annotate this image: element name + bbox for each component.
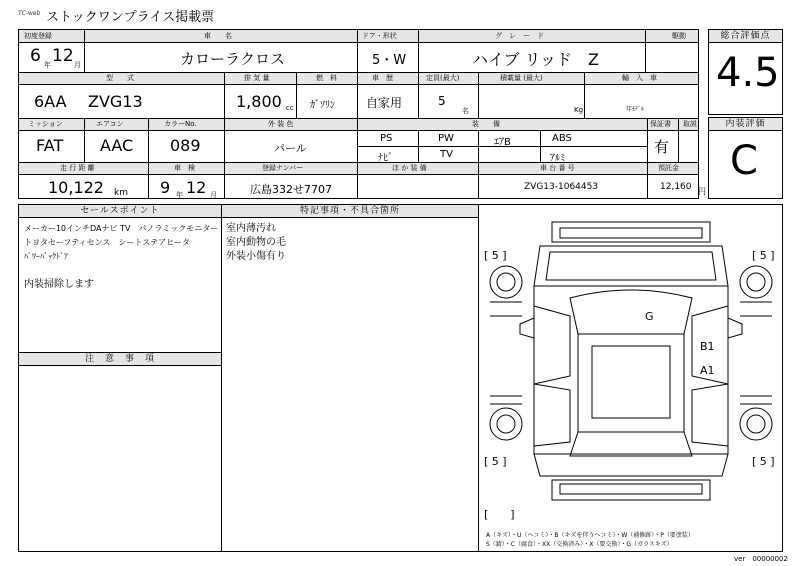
label-import: 輸 入 車 xyxy=(622,74,657,82)
sales-point: 内装掃除します xyxy=(24,279,94,290)
door-shape: 5・W xyxy=(372,53,407,68)
label-warranty: 保証書 xyxy=(650,120,671,128)
mileage: 10,122 xyxy=(48,178,104,197)
first-reg-year: 6 xyxy=(30,46,41,66)
header-row-1 xyxy=(19,30,698,42)
model: ZVG13 xyxy=(88,92,143,111)
legend-line-1: A（キズ）・U（ヘコミ）・B（キズを伴うヘコミ）・W（補修跡）・P（要塗装） xyxy=(486,532,694,539)
note-item: 室内薄汚れ xyxy=(226,223,276,234)
label-color-no: カラーNo. xyxy=(164,120,197,128)
label-aircon: エアコン xyxy=(96,120,124,128)
cautions-header: 注 意 事 項 xyxy=(19,353,221,365)
chassis: ZVG13-1064453 xyxy=(524,182,599,192)
unit-month: 月 xyxy=(74,61,81,69)
sales-point: トヨタセーフティセンス シートステアヒータ xyxy=(24,238,190,247)
label-exterior-color: 外 装 色 xyxy=(268,120,294,128)
label-capacity: 定員(最大) xyxy=(426,74,460,82)
sales-point: メーカー10インチDAナビ TV パノラミックモニター xyxy=(24,224,219,233)
damage-mark-g: G xyxy=(645,310,654,323)
tire-rear-right: [ 5 ] xyxy=(752,455,775,468)
equip-alloy: ｱﾙﾐ xyxy=(550,153,565,164)
label-mission: ミッション xyxy=(28,120,63,128)
plate: 広島332せ7707 xyxy=(250,183,332,196)
unit-year: 年 xyxy=(44,61,51,69)
car-name: カローラクロス xyxy=(180,50,286,68)
deposit: 12,160 xyxy=(660,182,692,192)
warranty-value: 有 xyxy=(654,138,670,156)
document-title: ストックワンプライス掲載票 xyxy=(46,10,215,25)
unit-model-year: 年ﾓﾃﾞﾙ xyxy=(626,106,645,113)
label-load: 積載量 (最大) xyxy=(500,74,543,82)
inspection-month: 12 xyxy=(186,178,207,197)
label-deposit: 預託金 xyxy=(658,164,679,172)
label-door-shape: ドア・形状 xyxy=(362,32,397,40)
logo: TC-web xyxy=(18,10,41,17)
label-history: 車 歴 xyxy=(372,74,393,82)
overall-score: 4.5 xyxy=(716,50,780,96)
unit-month-2: 月 xyxy=(210,191,217,199)
label-equipment: 装 備 xyxy=(472,120,500,128)
unit-kg: Kg xyxy=(574,106,584,114)
header-row-4 xyxy=(19,162,698,174)
sales-point xyxy=(24,264,218,278)
sales-points-header: セールスポイント xyxy=(19,205,221,217)
displacement: 1,800 xyxy=(236,92,282,111)
equip-abs: ABS xyxy=(552,133,572,144)
notes-header: 特記事項・不具合箇所 xyxy=(222,205,478,217)
color-no: 089 xyxy=(170,136,201,155)
car-diagram xyxy=(480,206,782,526)
sales-point: ﾊﾟﾜｰﾊﾞｯｸﾄﾞｱ xyxy=(24,252,68,261)
equip-airbag: ｴｱB xyxy=(494,137,511,148)
label-manual: 取説 xyxy=(683,120,697,128)
label-mileage: 走 行 距 離 xyxy=(60,164,95,172)
label-other-equipment: ほ か 装 備 xyxy=(392,164,427,172)
label-grade: グ レ ー ド xyxy=(495,32,544,40)
damage-mark-a1: A1 xyxy=(700,364,715,377)
label-inspection: 車 検 xyxy=(174,164,195,172)
overall-score-label: 総合評価点 xyxy=(709,30,782,42)
unit-seat: 名 xyxy=(462,107,469,115)
capacity: 5 xyxy=(438,94,446,108)
note-item: 外装小傷有り xyxy=(226,251,286,262)
version: ver 00000002 xyxy=(734,555,788,563)
unit-yen: 円 xyxy=(698,187,706,196)
unit-year-2: 年 xyxy=(176,191,183,199)
interior-score: C xyxy=(730,138,758,184)
damage-mark-b1: B1 xyxy=(700,340,715,353)
inspection-year: 9 xyxy=(160,178,171,197)
label-displacement: 排 気 量 xyxy=(244,74,270,82)
label-fuel: 燃 料 xyxy=(316,74,337,82)
equip-ps: PS xyxy=(380,133,393,144)
label-model: 型 式 xyxy=(106,74,134,82)
history: 自家用 xyxy=(366,96,403,110)
sales-points-list xyxy=(24,222,218,292)
note-item: 室内動物の毛 xyxy=(226,237,286,248)
mission: FAT xyxy=(36,136,64,155)
interior-score-label: 内装評価 xyxy=(709,118,782,130)
equip-tv: TV xyxy=(440,149,453,160)
equip-navi: ﾅﾋﾞ xyxy=(378,153,393,164)
label-car-name: 車 名 xyxy=(204,32,232,40)
tire-front-right: [ 5 ] xyxy=(752,249,775,262)
notes-list xyxy=(226,222,286,264)
model-prefix: 6AA xyxy=(34,92,67,111)
aircon: AAC xyxy=(100,136,134,155)
first-reg-month: 12 xyxy=(52,46,74,66)
legend-line-2: S（錆）・C（腐食）・XX（交換済み）・X（要交換）・G（ガラスキズ） xyxy=(486,541,673,548)
equip-pw: PW xyxy=(438,133,454,144)
label-drive: 駆動 xyxy=(672,32,686,40)
tire-front-left: [ 5 ] xyxy=(484,249,507,262)
exterior-color: パール xyxy=(274,142,307,155)
label-chassis: 車 台 番 号 xyxy=(540,164,575,172)
unit-km: km xyxy=(114,188,128,198)
label-plate: 登録ナンバー xyxy=(262,164,304,172)
spare-tire: [ ] xyxy=(484,508,515,521)
grade: ハイブ リッド Z xyxy=(472,50,599,69)
unit-cc: cc xyxy=(286,104,294,112)
tire-rear-left: [ 5 ] xyxy=(484,455,507,468)
label-first-reg: 初度登録 xyxy=(24,32,52,40)
fuel: ｶﾞｿﾘﾝ xyxy=(310,100,335,111)
